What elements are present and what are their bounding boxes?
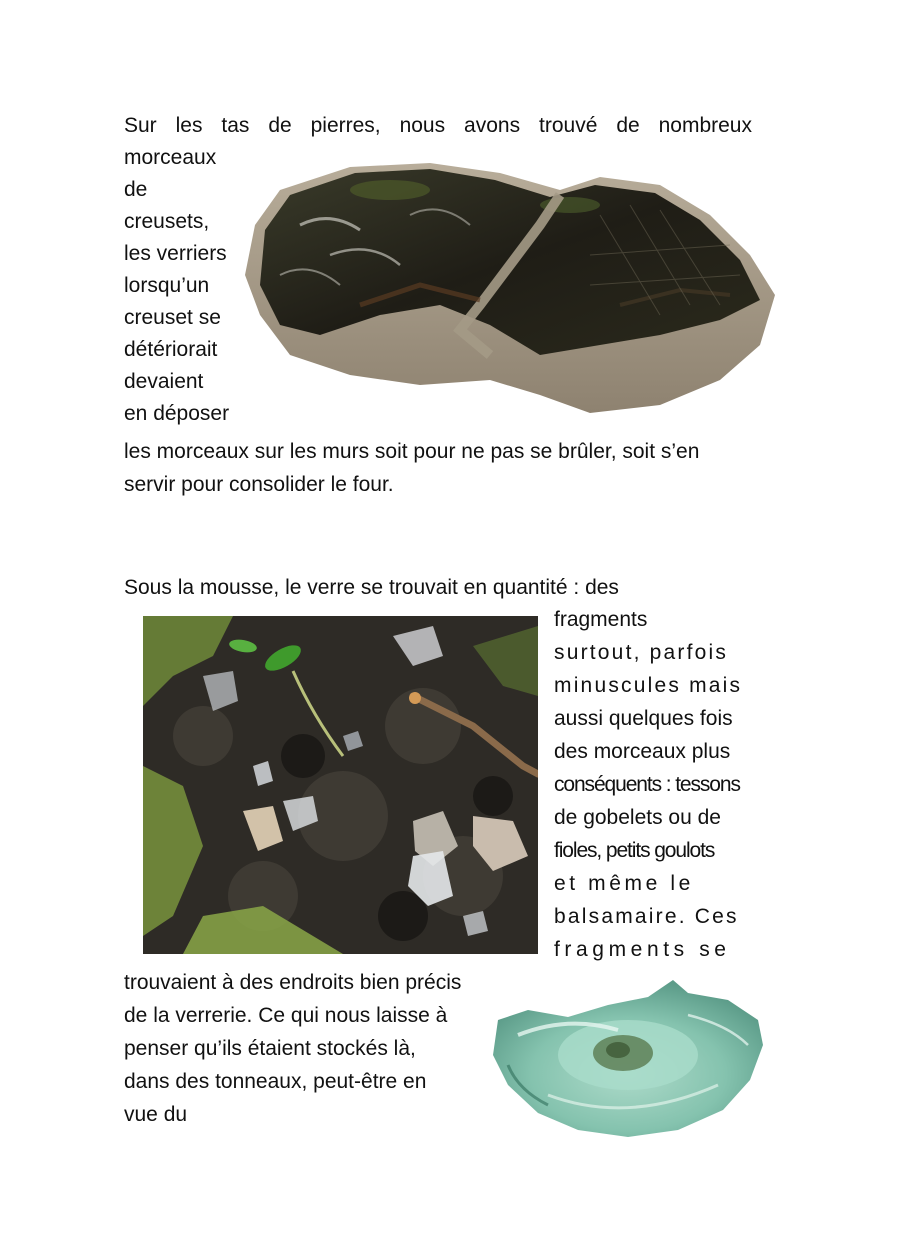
- paragraph-1-wrap-line: les verriers: [124, 242, 227, 265]
- paragraph-2-side-line: fragments: [554, 608, 648, 631]
- paragraph-2-side-line: des morceaux plus: [554, 740, 731, 763]
- paragraph-2-side-line: balsamaire. Ces: [554, 905, 739, 928]
- crucible-fragment-photo: [240, 155, 780, 420]
- paragraph-1-wrap-line: en déposer: [124, 402, 230, 425]
- paragraph-1-wrap-line: creusets,: [124, 210, 210, 233]
- paragraph-1-wrap-line: détériorait: [124, 338, 218, 361]
- paragraph-1-line-1: Sur les tas de pierres, nous avons trouvé de nombreux: [124, 114, 752, 137]
- ground-glass-shards-photo: [143, 616, 538, 954]
- paragraph-1-wrap-line: morceaux: [124, 146, 217, 169]
- paragraph-2-tail-line: de la verrerie. Ce qui nous laisse à: [124, 1004, 448, 1027]
- paragraph-2-side-line: de gobelets ou de: [554, 806, 721, 829]
- paragraph-2-tail-line: penser qu’ils étaient stockés là,: [124, 1037, 416, 1060]
- paragraph-1-tail-line: les morceaux sur les murs soit pour ne pas se brûler, soit s’en: [124, 440, 700, 463]
- paragraph-2-side-line: aussi quelques fois: [554, 707, 733, 730]
- paragraph-1-wrap-line: creuset se: [124, 306, 221, 329]
- paragraph-1-tail-line: servir pour consolider le four.: [124, 473, 394, 496]
- paragraph-2-tail-line: trouvaient à des endroits bien précis: [124, 971, 462, 994]
- paragraph-1-wrap-line: lorsqu’un: [124, 274, 210, 297]
- paragraph-2-side-line: conséquents : tessons: [554, 773, 740, 796]
- paragraph-1-wrap-line: devaient: [124, 370, 204, 393]
- paragraph-2-tail-line: dans des tonneaux, peut-être en: [124, 1070, 427, 1093]
- paragraph-2-side-line: minuscules mais: [554, 674, 743, 697]
- paragraph-2-side-line: surtout, parfois: [554, 641, 729, 664]
- paragraph-2-side-line: et même le: [554, 872, 694, 895]
- glass-base-fragment-photo: [488, 975, 768, 1140]
- paragraph-2-line-1: Sous la mousse, le verre se trouvait en quantité : des: [124, 576, 619, 599]
- paragraph-2-tail-line: vue du: [124, 1103, 188, 1126]
- paragraph-2-side-line: fioles, petits goulots: [554, 839, 715, 862]
- paragraph-2-side-line: fragments se: [554, 938, 731, 961]
- paragraph-1-wrap-line: de: [124, 178, 148, 201]
